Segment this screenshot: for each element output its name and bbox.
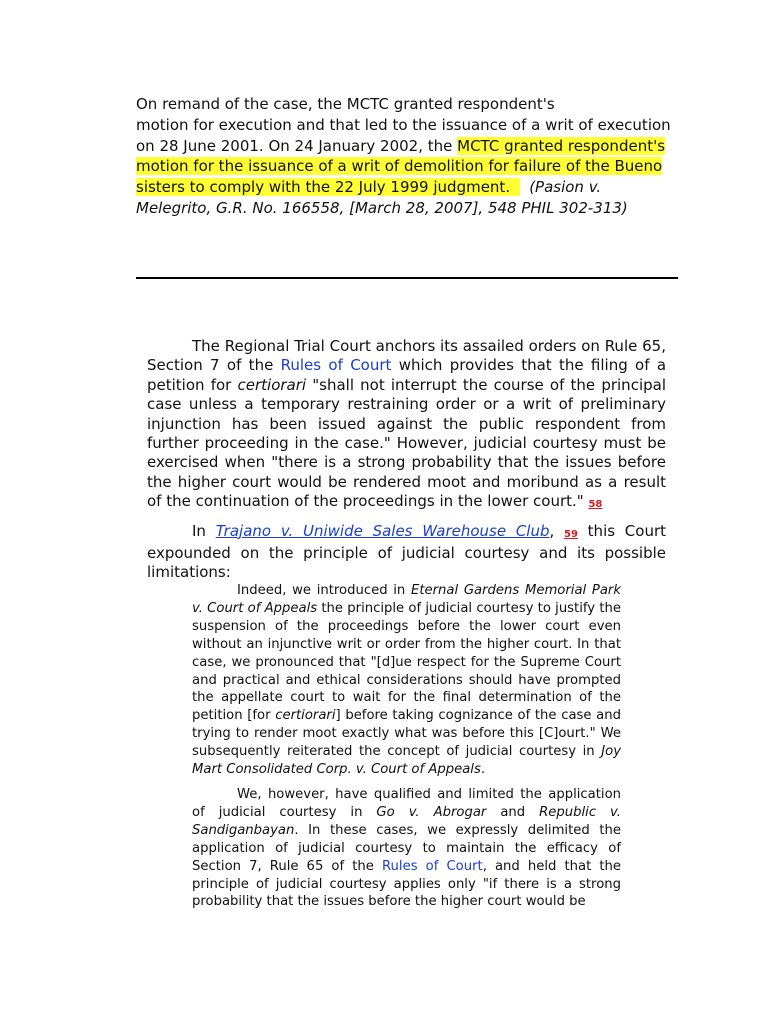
- trajano-case-link[interactable]: Trajano v. Uniwide Sales Warehouse Club: [215, 521, 550, 540]
- rules-of-court-link-2[interactable]: Rules of Court: [373, 858, 483, 874]
- horizontal-divider: [136, 277, 678, 279]
- footnote-59-link[interactable]: 59: [564, 528, 578, 540]
- footnote-58-link[interactable]: 58: [588, 499, 603, 511]
- rules-of-court-link[interactable]: Rules of Court: [273, 356, 392, 375]
- top-paragraph-body: [136, 115, 678, 219]
- main-text: [147, 337, 666, 583]
- case-citation: (Pasion v. Melegrito, G.R. No. 166558, [March 28, 2007], 548 PHIL 302-313): [136, 178, 628, 217]
- top-paragraph-line1: On remand of the case, the MCTC granted respondent's: [136, 95, 555, 113]
- block-quote: [192, 582, 621, 911]
- top-paragraph-text: motion for execution and that led to the issuance of a writ of execution on 28 June 2001. On 24 January 2002, the: [136, 115, 671, 155]
- quote-paragraph-1: Indeed, we introduced in Eternal Gardens Memorial Park v. Court of Appeals the principle of judicial courtesy to justify the suspension of the proceedings before the lower court even without an injunctive writ or order from the higher court. In that case, we pronounced that "[d]ue respect for the Supreme Court and practical and ethical considerations should have prompted the appellate court to wait for the final determination of the petition [for certiorari] before taking cognizance of the case and trying to render moot exactly what was before this [C]ourt." We subsequently reiterated the concept of judicial courtesy in Joy Mart Consolidated Corp. v. Court of Appeals.: [192, 583, 621, 778]
- top-paragraph: [136, 94, 678, 219]
- highlighted-text: MCTC granted respondent's motion for the issuance of a writ of demolition for failure of the Bueno sisters to comply with the 22 July 1999 judgment.: [136, 136, 666, 197]
- quote-paragraph-2: We, however, have qualified and limited the application of judicial courtesy in Go v. Abrogar and Republic v. Sandiganbayan. In these cases, we expressly delimited the application of judicial courtesy to maintain the efficacy of Section 7, Rule 65 of the Rules of Court, and held that the principle of judicial courtesy applies only "if there is a strong probability that the issues before the higher court would be: [192, 786, 621, 910]
- paragraph-trajano: In Trajano v. Uniwide Sales Warehouse Club, 59 this Court expounded on the principle of judicial courtesy and its possible limitations:: [147, 521, 666, 582]
- paragraph-rule-65: The Regional Trial Court anchors its assailed orders on Rule 65, Section 7 of the Rules of Court which provides that the filing of a petition for certiorari "shall not interrupt the course of the principal case unless a temporary restraining order or a writ of preliminary injunction has been issued against the public respondent from further proceeding in the case." However, judicial courtesy must be exercised when "there is a strong probability that the issues before the higher court would be rendered moot and moribund as a result of the continuation of the proceedings in the lower court." 58: [147, 337, 667, 511]
